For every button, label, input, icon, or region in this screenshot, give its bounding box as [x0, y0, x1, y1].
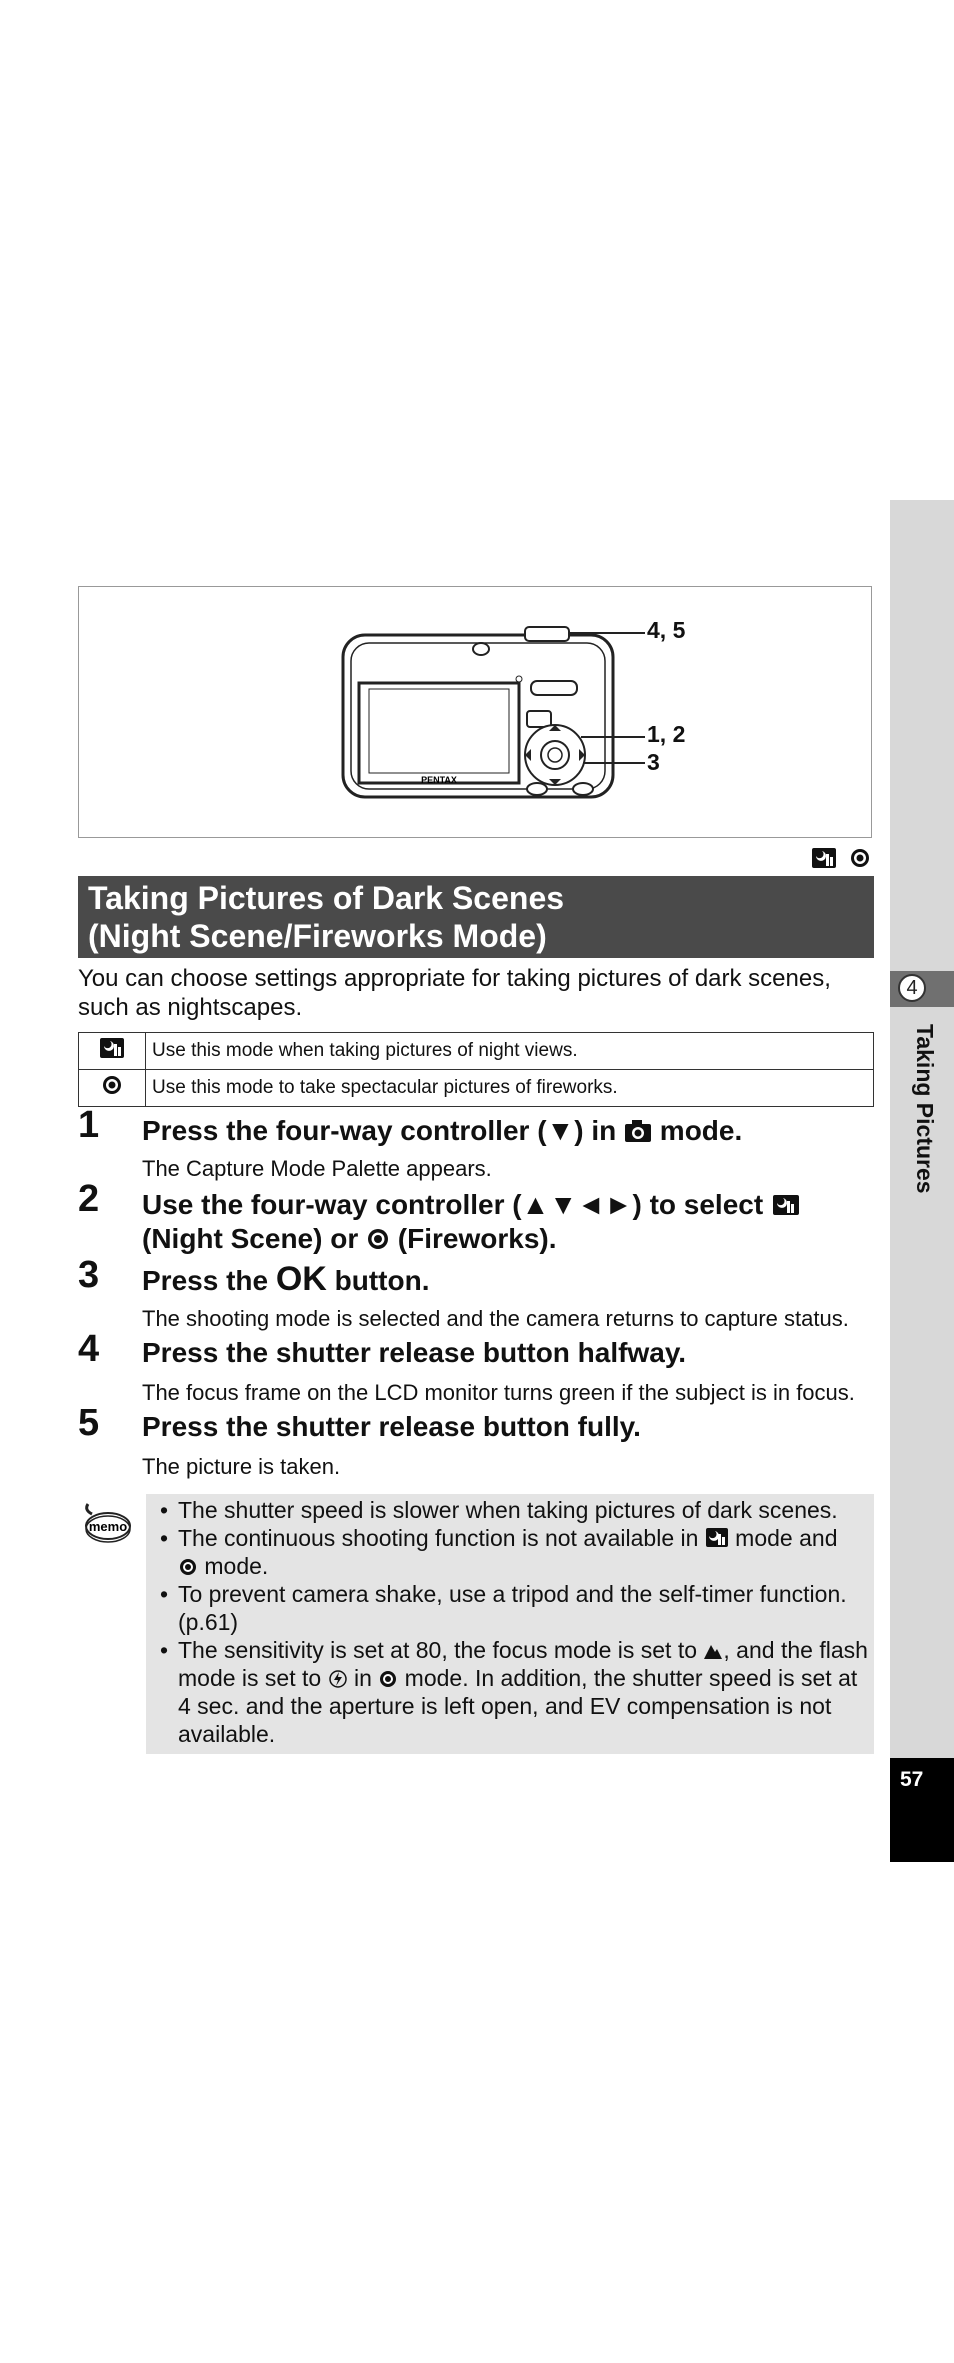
memo-label: memo: [88, 1519, 128, 1534]
camera-figure: [78, 586, 872, 838]
title-line-1: Taking Pictures of Dark Scenes: [88, 880, 565, 916]
table-icon-cell: [79, 1070, 146, 1107]
mode-icons: [812, 847, 872, 869]
step-body: The shooting mode is selected and the camera returns to capture status.: [142, 1306, 849, 1331]
step-heading: Press the four-way controller (▼) in mode.: [142, 1115, 743, 1146]
chapter-number: 4: [898, 974, 926, 1002]
fireworks-icon: [378, 1669, 398, 1689]
memo-item: • The shutter speed is slower when taking pictures of dark scenes.: [158, 1496, 870, 1524]
fireworks-icon: [101, 1074, 123, 1096]
step-number: 1: [78, 1104, 100, 1146]
camera-illustration: [79, 587, 871, 837]
step-number: 5: [78, 1402, 100, 1444]
night-scene-icon: [99, 1037, 125, 1059]
step-body: The Capture Mode Palette appears.: [142, 1156, 492, 1181]
intro-text: You can choose settings appropriate for taking pictures of dark scenes, such as nightscapes.: [78, 965, 831, 1021]
table-cell-text: Use this mode to take spectacular pictures of fireworks.: [146, 1070, 874, 1107]
fireworks-icon: [366, 1227, 390, 1251]
page-number: 57: [900, 1768, 924, 1791]
infinity-landscape-icon: [703, 1641, 723, 1661]
camera-brand: PENTAX: [421, 775, 457, 785]
fireworks-icon: [851, 849, 869, 867]
callout-4-5: 4, 5: [647, 617, 686, 643]
step-number: 3: [78, 1254, 100, 1296]
callout-3: 3: [647, 749, 660, 775]
step-heading: Use the four-way controller (▲▼◄►) to select (Night Scene) or (Fireworks).: [142, 1188, 801, 1256]
chapter-badge: [890, 971, 954, 1007]
table-cell-text: Use this mode when taking pictures of night views.: [146, 1033, 874, 1070]
table-row: [79, 1070, 874, 1107]
memo-item: • The sensitivity is set at 80, the focus mode is set to , and the flash mode is set to in mode. In addition, the shutter speed is set at 4 sec. and the aperture is left open, and EV compensation is not available.: [158, 1636, 870, 1748]
table-row: [79, 1033, 874, 1070]
mode-table: [78, 1032, 874, 1107]
memo-box: [146, 1494, 874, 1754]
step-body: The picture is taken.: [142, 1454, 341, 1479]
night-scene-icon: [771, 1193, 801, 1217]
memo-item: • The continuous shooting function is not available in mode and mode.: [158, 1524, 870, 1580]
step-heading: Press the shutter release button fully.: [142, 1411, 641, 1442]
title-line-2: (Night Scene/Fireworks Mode): [88, 918, 547, 954]
page-number-box: [890, 1758, 954, 1862]
table-icon-cell: [79, 1033, 146, 1070]
night-scene-icon: [705, 1527, 729, 1549]
step-heading: Press the OK button.: [142, 1260, 430, 1298]
step-number: 4: [78, 1328, 100, 1370]
night-scene-icon: [812, 848, 836, 868]
camera-icon: [624, 1119, 652, 1143]
memo-item: • To prevent camera shake, use a tripod and the self-timer function. (p.61): [158, 1580, 870, 1636]
step-heading: Press the shutter release button halfway.: [142, 1337, 687, 1368]
ok-button-label: OK: [275, 1260, 327, 1298]
memo-icon: [80, 1500, 132, 1549]
fireworks-icon: [178, 1557, 198, 1577]
step-number: 2: [78, 1178, 100, 1220]
flash-off-icon: [328, 1669, 348, 1689]
chapter-title: Taking Pictures: [912, 1024, 938, 1194]
callout-1-2: 1, 2: [647, 721, 686, 747]
step-body: The focus frame on the LCD monitor turns green if the subject is in focus.: [142, 1380, 855, 1405]
section-title: [78, 876, 874, 958]
